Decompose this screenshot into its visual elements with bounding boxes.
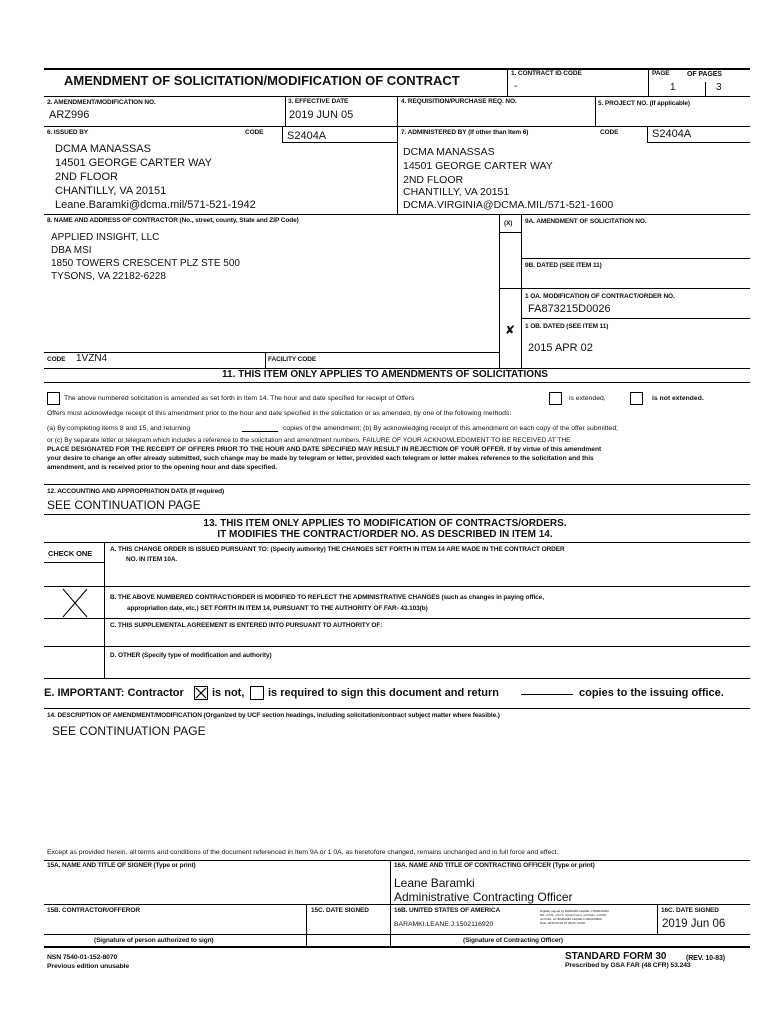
digital-signer-name: BARAMKI.LEANE.J.1502116920: [394, 921, 494, 928]
option-d-text: D. OTHER (Specify type of modification and authority): [110, 652, 272, 659]
field-2-label: 2. AMENDMENT/MODIFICATION NO.: [47, 99, 156, 106]
field-16c-label: 16C. DATE SIGNED: [661, 907, 719, 914]
field-4-label: 4. REQUISITION/PURCHASE REQ. NO.: [401, 98, 517, 105]
of-pages-label: OF PAGES: [687, 71, 722, 78]
field-5-label: 5. PROJECT NO. (If applicable): [598, 100, 690, 107]
field-15a-label: 15A. NAME AND TITLE OF SIGNER (Type or print): [47, 862, 196, 869]
rule: [44, 646, 750, 647]
section-11-text: your desire to change an offer already submitted, such change may be made by telegram or letter, provided each telegram or letter makes reference to the solicitation and this: [47, 455, 594, 462]
field-16b-label: 16B. UNITED STATES OF AMERICA: [394, 907, 501, 914]
contract-dated: 2015 APR 02: [528, 342, 593, 354]
digital-signature-line: Digitally signed by BARAMKI.LEANE.J.1502116920: [540, 909, 609, 913]
contract-id-code-label: 1. CONTRACT ID CODE: [511, 70, 582, 77]
field-3-label: 3. EFFECTIVE DATE: [288, 98, 349, 105]
section-11-heading: 11. THIS ITEM ONLY APPLIES TO AMENDMENTS OF SOLICITATIONS: [222, 369, 548, 380]
is-not-checkbox[interactable]: [194, 686, 208, 700]
solicitation-amended-checkbox[interactable]: [47, 392, 60, 405]
rule: [265, 352, 266, 368]
nsn: NSN 7540-01-152-8070: [47, 954, 118, 961]
page-number: 1: [670, 82, 676, 93]
field-6-label: 6. ISSUED BY: [47, 129, 89, 136]
description: SEE CONTINUATION PAGE: [52, 724, 206, 738]
rule: [44, 946, 750, 948]
rule: [44, 678, 750, 679]
rule: [521, 258, 750, 259]
field-12-label: 12. ACCOUNTING AND APPROPRIATION DATA (If required): [47, 488, 225, 495]
digital-signature-line: ou=USA, cn=BARAMKI.LEANE.J.1502116920: [540, 917, 602, 921]
effective-date: 2019 JUN 05: [289, 109, 354, 121]
rule: [521, 214, 522, 368]
field-10b-label: 1 OB. DATED (SEE ITEM 11): [525, 323, 609, 330]
form-revision: (REV. 10-83): [686, 955, 726, 962]
rule: [282, 142, 397, 143]
contractor-line: TYSONS, VA 22182-6228: [51, 271, 166, 282]
rule: [657, 904, 658, 934]
rule: [521, 318, 750, 319]
is-required-checkbox[interactable]: [250, 686, 264, 700]
administered-by-line: 2ND FLOOR: [403, 174, 464, 186]
field-7-label: 7. ADMINISTERED BY (If other than Item 6): [401, 129, 529, 136]
section-11-text: Offers must acknowledge receipt of this amendment prior to the hour and date specified in the solicitation or as amended, by one of the following methods:: [47, 410, 512, 417]
issued-by-line: Leane.Baramki@dcma.mil/571-521-1942: [55, 199, 256, 211]
administered-by-line: CHANTILLY, VA 20151: [403, 186, 510, 198]
option-b-text: appropriation date, etc.) SET FORTH IN ITEM 14, PURSUANT TO THE AUTHORITY OF FAR- 43.103(b): [127, 605, 428, 612]
administered-by-line: 14501 GEORGE CARTER WAY: [403, 160, 553, 172]
check-one-label: CHECK ONE: [48, 549, 93, 558]
option-b-check-mark[interactable]: [62, 588, 88, 618]
is-required-label: is required to sign this document and return: [268, 687, 500, 699]
field-6-code-label: CODE: [245, 129, 264, 136]
contractor-line: 1850 TOWERS CRESCENT PLZ STE 500: [51, 258, 240, 269]
administered-by-code: S2404A: [652, 128, 692, 140]
rule: [397, 96, 398, 126]
officer-name: Leane Baramki: [394, 876, 475, 890]
rule: [306, 904, 307, 946]
accounting-data: SEE CONTINUATION PAGE: [47, 498, 201, 512]
rule: [507, 68, 508, 96]
copies-label: copies to the issuing office.: [579, 687, 724, 699]
digital-signature-block: [540, 909, 609, 925]
rule: [647, 142, 750, 143]
page-label: PAGE: [652, 70, 670, 77]
rule: [44, 934, 750, 935]
rule: [397, 126, 398, 214]
date-signed: 2019 Jun 06: [662, 918, 726, 930]
option-c-text: C. THIS SUPPLEMENTAL AGREEMENT IS ENTERED INTO PURSUANT TO AUTHORITY OF:: [110, 622, 383, 629]
rule: [282, 126, 283, 142]
rule: [44, 514, 750, 515]
rule: [44, 586, 750, 587]
rule: [44, 382, 750, 383]
not-extended-checkbox[interactable]: [630, 392, 643, 405]
except-line: Except as provided herein, all terms and conditions of the document referenced in Item 9A or 1 0A, as heretofore changed, remains unchanged and in full force and effect.: [47, 849, 559, 856]
contractor-signature-caption: (Signature of person authorized to sign): [94, 937, 214, 944]
amendment-number: ARZ996: [49, 109, 90, 121]
section-11-text: amendment, and is received prior to the opening hour and date specified.: [47, 464, 278, 471]
officer-title: Administrative Contracting Officer: [394, 890, 573, 904]
section-13-subheading: IT MODIFIES THE CONTRACT/ORDER NO. AS DESCRIBED IN ITEM 14.: [217, 529, 553, 540]
contractor-line: APPLIED INSIGHT, LLC: [51, 232, 160, 243]
form-title: AMENDMENT OF SOLICITATION/MODIFICATION OF CONTRACT: [64, 73, 460, 88]
rule: [44, 562, 104, 563]
rule: [647, 126, 648, 142]
field-9a-label: 9A. AMENDMENT OF SOLICITATION NO.: [525, 218, 647, 225]
digital-signature-line: Date: 2019.06.06 07:08:03 -04'00': [540, 921, 586, 925]
previous-edition: Previous edition unusable: [47, 963, 130, 970]
prescribed-by: Prescribed by GSA FAR (48 CFR) 53.243: [565, 962, 691, 969]
section-11-text: (a) By completing items 8 and 15, and returning: [47, 425, 191, 432]
extended-label: is extended,: [569, 395, 606, 402]
administered-by-line: DCMA MANASSAS: [403, 146, 495, 158]
rule: [595, 96, 596, 126]
section-13-heading: 13. THIS ITEM ONLY APPLIES TO MODIFICATION OF CONTRACTS/ORDERS.: [203, 518, 567, 529]
issued-by-code: S2404A: [287, 130, 327, 142]
contract-order-number: FA873215D0026: [528, 303, 611, 315]
rule: [44, 708, 750, 709]
contract-id-code-value: -: [514, 81, 518, 92]
rule: [44, 618, 750, 619]
rule: [285, 96, 286, 126]
field-10a-label: 1 OA. MODIFICATION OF CONTRACT/ORDER NO.: [525, 293, 675, 300]
rule: [705, 82, 706, 96]
rule: [104, 542, 105, 678]
option-a-text: NO. IN ITEM 10A.: [126, 556, 178, 563]
field-7-code-label: CODE: [600, 129, 619, 136]
rule: [499, 232, 521, 233]
rule: [44, 484, 750, 485]
rule: [44, 542, 750, 543]
x-column-label: (X): [504, 220, 513, 227]
modification-check-mark: ✘: [505, 323, 516, 337]
section-11-text: or (c) By separate letter or telegram which includes a reference to the solicitation and amendment numbers. FAILURE OF YOUR ACKNOWLEDGMENT TO BE RECEIVED AT THE: [47, 437, 571, 444]
section-11-text: PLACE DESIGNATED FOR THE RECEIPT OF OFFERS PRIOR TO THE HOUR AND DATE SPECIFIED MAY RESULT IN REJECTION OF YOUR OFFER. If by virtue of this amendment: [47, 446, 602, 453]
rule: [44, 352, 499, 353]
rule: [44, 860, 750, 861]
form-top-border: [44, 68, 750, 70]
contractor-line: DBA MSI: [51, 245, 92, 256]
field-9b-label: 9B. DATED (SEE ITEM 11): [525, 262, 602, 269]
digital-signature-line: DN: c=US, o=U.S. Government, ou=DoD, ou=PKI,: [540, 913, 607, 917]
checked-mark-icon: [195, 687, 207, 699]
issued-by-line: DCMA MANASSAS: [55, 143, 151, 155]
officer-signature-caption: (Signature of Contracting Officer): [463, 937, 563, 944]
issued-by-line: CHANTILLY, VA 20151: [55, 185, 167, 197]
rule: [499, 288, 750, 289]
extended-checkbox[interactable]: [549, 392, 562, 405]
total-pages: 3: [716, 82, 722, 93]
field-14-label: 14. DESCRIPTION OF AMENDMENT/MODIFICATION (Organized by UCF section headings, including solicitation/contract subject matter where feasible.): [47, 712, 500, 719]
issued-by-line: 14501 GEORGE CARTER WAY: [55, 157, 212, 169]
rule: [44, 214, 750, 215]
rule: [648, 68, 649, 96]
field-15c-label: 15C. DATE SIGNED: [311, 907, 369, 914]
option-a-text: A. THIS CHANGE ORDER IS ISSUED PURSUANT TO: (Specify authority) THE CHANGES SET FORTH IN ITEM 14 ARE MADE IN THE CONTRACT ORDER: [110, 546, 565, 553]
issued-by-line: 2ND FLOOR: [55, 171, 118, 183]
rule: [44, 904, 750, 905]
section-11-text: copies of the amendment; (b) By acknowledging receipt of this amendment on each copy of the offer submitted;: [283, 425, 618, 432]
contractor-code-label: CODE: [47, 356, 66, 363]
important-label: E. IMPORTANT: Contractor: [44, 687, 184, 699]
option-b-text: B. THE ABOVE NUMBERED CONTRACT/ORDER IS MODIFIED TO REFLECT THE ADMINISTRATIVE CHANGES (such as changes in paying office,: [110, 594, 544, 601]
section-11-text: The above numbered solicitation is amended as set forth in Item 14. The hour and date specified for receipt of Offers: [64, 395, 415, 402]
not-extended-label: is not extended.: [652, 395, 704, 402]
field-8-label: 8. NAME AND ADDRESS OF CONTRACTOR (No., street, county, State and ZIP Code): [47, 217, 299, 224]
facility-code-label: FACILITY CODE: [268, 356, 317, 363]
field-16a-label: 16A. NAME AND TITLE OF CONTRACTING OFFICER (Type or print): [394, 862, 595, 869]
is-not-label: is not,: [212, 687, 245, 699]
contractor-code: 1VZN4: [76, 353, 108, 364]
field-15b-label: 15B. CONTRACTOR/OFFEROR: [47, 907, 140, 914]
administered-by-line: DCMA.VIRGINIA@DCMA.MIL/571-521-1600: [403, 199, 614, 211]
copies-blank[interactable]: [242, 431, 278, 432]
copies-count-blank[interactable]: [521, 694, 573, 695]
standard-form-number: STANDARD FORM 30: [565, 951, 667, 962]
rule: [499, 214, 500, 368]
